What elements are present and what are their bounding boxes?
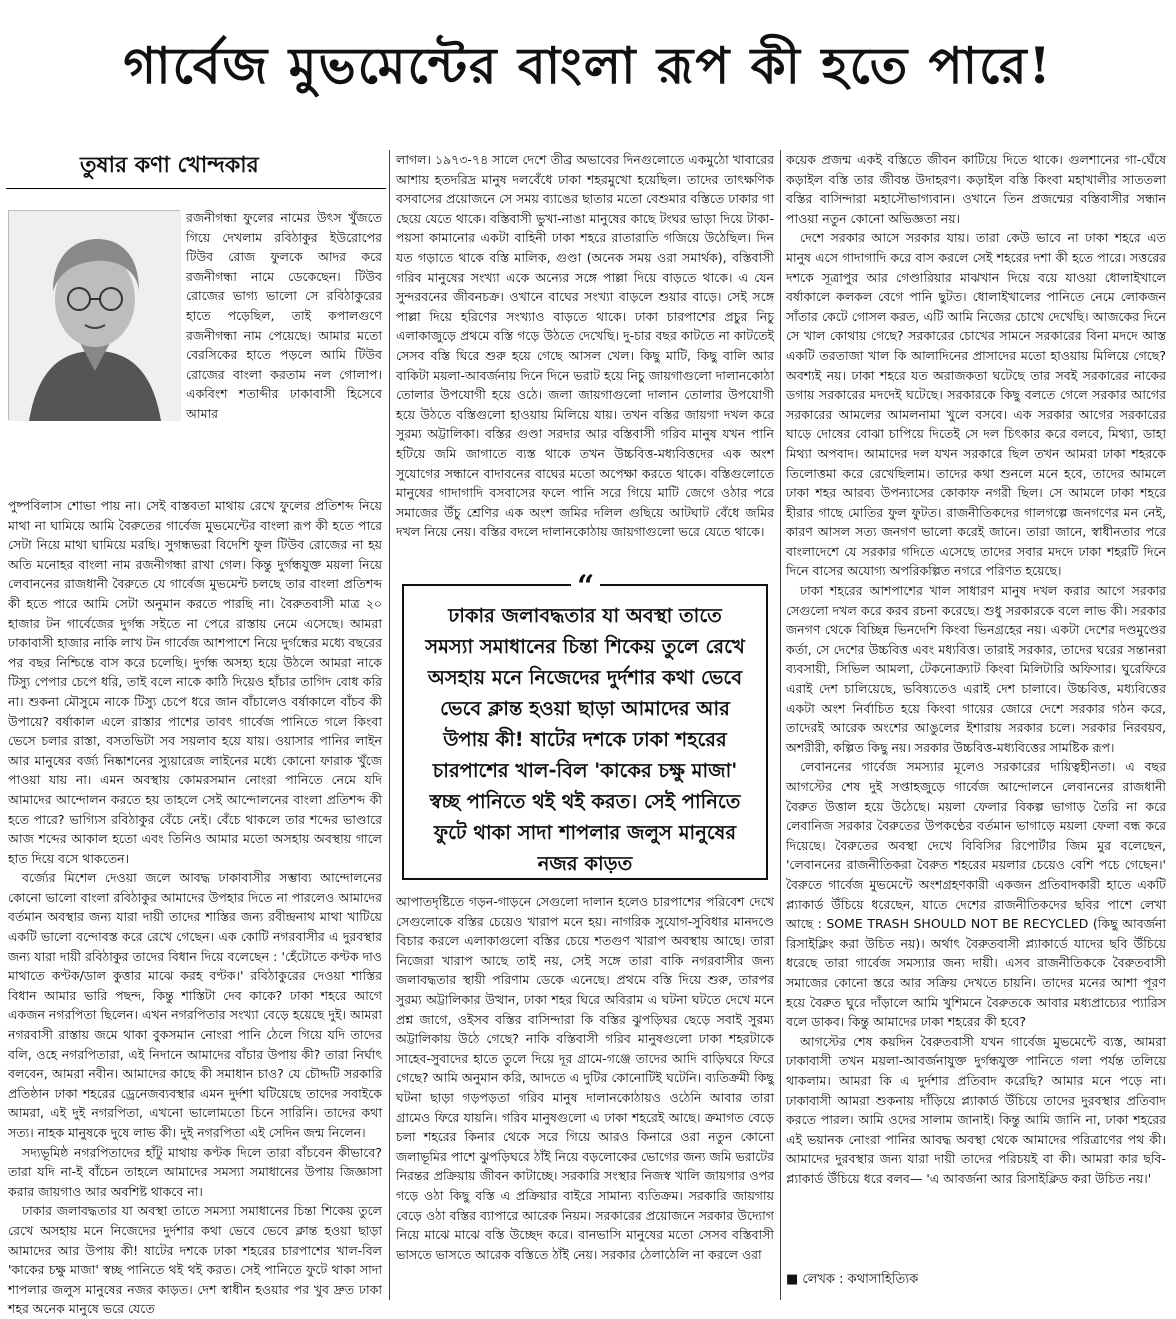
article-paragraph: ঢাকা শহরের আশপাশের খাল সাধারণ মানুষ দখল করার আগে সরকার সেগুলো দখল করে করব রচনা করেছে। শুধু সরকারকে বলে লাভ কী। সরকার জনগণ থেকে বিচ্ছিন্ন ভিনদেশি কিংবা ভিনগ্রহের নয়। একটা দেশের দণ্ডমুণ্ডের কর্তা, সে দেশের উচ্চবিত্ত এবং মধ্যবিত্ত। তারাই সরকার, তাদের ঘরের সন্তানরা ব্যবসায়ী, সিভিল আমলা, টেকনোক্র্যাট কিংবা মিলিটারি অফিসার। ঘুরেফিরে এরাই দেশ চালিয়েছে, ভবিষ্যতেও এরাই দেশ চালাবে। উচ্চবিত্ত, মধ্যবিত্তের একটা অংশ নির্বাচিত হয়ে কিংবা গায়ের জোরে দেশে সরকার গঠন করে, তাদেরই আরেক অংশের আঙুলের ইশারায় সরকার চলে। সরকার নিরবয়ব, অশরীরী, কল্পিত কিছু নয়। সরকার উচ্চবিত্ত-মধ্যবিত্তের সামষ্টিক রূপ। xyxy=(786,583,1166,755)
headline: গার্বেজ মুভমেন্টের বাংলা রূপ কী হতে পারে! xyxy=(123,36,1053,95)
article-paragraph: লাগল। ১৯৭৩-৭৪ সালে দেশে তীব্র অভাবের দিনগুলোতে একমুঠো খাবারের আশায় হতদরিদ্র মানুষ দলবেঁধে ঢাকা শহরমুখো হয়েছিল। তাদের তাৎক্ষণিক বসবাসের প্রয়োজনে সে সময় ব্যাঙের ছাতার মতো বেশুমার বস্তিতে ঢাকার গা ছেয়ে যেতে থাকে। বস্তিবাসী ভুখা-নাঙা মানুষের কাছে টংঘর ভাড়া দিয়ে টাকা-পয়সা কামানোর একটা বাহিনী ঢাকা শহরে রাতারাতি গজিয়ে উঠেছিল। দিন যত গড়াতে থাকে বস্তি মালিক, গুণ্ডা (অনেক সময় ওরা সমার্থক), বস্তিবাসী গরিব মানুষের সংখ্যা একে অন্যের সঙ্গে পাল্লা দিয়ে বাড়তে থাকে। এ যেন সুন্দরবনের জীবনচক্র। ওখানে বাঘের সংখ্যা বাড়লে শুয়ার বাড়ে। সেই সঙ্গে পাল্লা দিয়ে হরিণের সংখ্যাও বাড়তে থাকে। ঢাকা চারপাশের প্রচুর নিচু এলাকাজুড়ে প্রথমে বস্তি গড়ে উঠতে দেখেছি। দু-চার বছর কাটতে না কাটতেই সেসব বস্তি ঘিরে শুরু হয়ে গেছে আসল খেল। কিছু মাটি, কিছু বালি আর বাকিটা ময়লা-আবর্জনায় দিনে দিনে ভরাট হয়ে নিচু জায়গাগুলো দালানকোঠা তোলার উপযোগী হয়ে ওঠে। জলা জায়গাগুলো দালান তোলার উপযোগী হয়ে উঠতে বস্তিগুলো হাওয়ায় মিলিয়ে যায়। তখন বস্তির জায়গা দখল করে সুরম্য অট্টালিকা। বস্তির গুণ্ডা সরদার আর বস্তিবাসী গরিব মানুষ যখন পানি হটিয়ে জমি জাগাতে ব্যস্ত থাকে তখন উচ্চবিত্ত-মধ্যবিত্তদের এক অংশ সুযোগের সন্ধানে বাদাবনের বাঘের মতো অপেক্ষা করতে থাকে। বস্তিগুলোতে মানুষের গাদাগাদি বসবাসের ফলে পানি সরে গিয়ে মাটি জেগে ওঠার পরে সমাজের উঁচু শ্রেণির এক অংশ জমির দলিল গুছিয়ে আটঘাট বেঁধে জমির দখল নিয়ে নেয়। বস্তির বদলে দালানকোঠায় জায়গাগুলো ভরে যেতে থাকে। xyxy=(396,152,774,540)
article-paragraph: আগস্টের শেষ কয়দিন বৈরুতবাসী যখন গার্বেজ মুভমেন্টে ব্যস্ত, আমরা ঢাকাবাসী তখন ময়লা-আবর্জনাযুক্ত দুর্গন্ধযুক্ত পানিতে গলা পর্যন্ত তলিয়ে থাকলাম। আমরা কি এ দুর্দশার প্রতিবাদ করেছি? আমার মনে পড়ে না। ঢাকাবাসী আমরা শুকনায় দাঁড়িয়ে প্ল্যাকার্ড উঁচিয়ে তাদের দুরবস্থার প্রতিবাদ করতে পারল। আমি ওদের সালাম জানাই। কিন্তু আমি জানি না, ঢাকা শহরের এই ভয়ানক নোংরা পানির আবদ্ধ অবস্থা থেকে আমাদের পরিত্রাণের পথ কী। আমাদের দুরবস্থার জন্য যারা দায়ী তাদের পরিচয়ই বা কী। আমরা কার ছবি-প্ল্যাকার্ড উঁচিয়ে ধরে বলব— 'এ আবর্জনা আর রিসাইক্লিড করা উচিত নয়।' xyxy=(786,1033,1166,1186)
column-divider xyxy=(389,150,390,1300)
column-1 xyxy=(8,496,382,1317)
quote-mark-icon: “ xyxy=(571,572,600,602)
column-3 xyxy=(786,150,1166,1262)
pull-quote-text: ঢাকার জলাবদ্ধতার যা অবস্থা তাতে সমস্যা সমাধানের চিন্তা শিকেয় তুলে রেখে অসহায় মনে নিজেদের দুর্দশার কথা ভেবে ভেবে ক্লান্ত হওয়া ছাড়া আমাদের আর উপায় কী! ষাটের দশকে ঢাকা শহরের চারপাশের খাল-বিল 'কাকের চক্ষু মাজা' স্বচ্ছ পানিতে থই থই করত। সেই পানিতে ফুটে থাকা সাদা শাপলার জলুস মানুষের নজর কাড়ত xyxy=(425,604,745,875)
article-paragraph: বর্জ্যের মিশেল দেওয়া জলে আবদ্ধ ঢাকাবাসীর সম্ভাব্য আন্দোলনের কোনো ভালো বাংলা রবিঠাকুর আমাদের উপহার দিতে না পারলেও আমাদের বর্তমান অবস্থার জন্য যারা দায়ী তাদের শাস্তির জন্য রবীন্দ্রনাথ মাথা খাটিয়ে একটি ভালো বন্দোবস্ত করে রেখে গেছেন। এক কোটি নগরবাসীর এ দুরবস্থার জন্য যারা দায়ী রবিঠাকুর তাদের বিধান দিয়ে বলেছেন : 'হেঁটোতে কণ্টক দাও মাথাতে কণ্টক/ডাল কুত্তার মাঝে করহ বণ্টক।' রবিঠাকুরের দেওয়া শাস্তির বিধান আমার ভারি পছন্দ, কিন্তু শাস্তিটা দেব কাকে? ঢাকা শহরে আগে একজন নগরপিতা ছিলেন। এখন নগরপিতার সংখ্যা বেড়ে হয়েছে দুই। আমরা নগরবাসী রাস্তায় জমে থাকা বুকসমান নোংরা পানি ঠেলে গিয়ে যদি তাদের বলি, ওহে নগরপিতারা, এই নিদানে আমাদের বাঁচার উপায় কী? তারা নির্ঘাৎ বলবেন, আমরা নবীন। আমাদের কাছে কী সমাধান চাও? যে চৌদ্দটি সরকারি প্রতিষ্ঠান ঢাকা শহরের ড্রেনেজব্যবস্থার এমন দুর্দশা ঘটিয়েছে তাদের সবাইকে আমরা, এই দুই নগরপিতা, এখনো ভালোমতো চিনে সারিনি। তাদের কথা সত্য। নাহক মানুষকে দুষে লাভ কী। দুই নগরপিতা এই সেদিন জন্ম নিলেন। xyxy=(8,870,382,1140)
author-photo xyxy=(8,210,180,420)
article-paragraph: দেশে সরকার আসে সরকার যায়। তারা কেউ ভাবে না ঢাকা শহরে এত মানুষ এসে গাদাগাদি করে বাস করলে সেই শহরের দশা কী হতে পারে। সত্তরের দশকে সূত্রাপুর আর গেণ্ডারিয়ার মাঝখান দিয়ে বয়ে যাওয়া ধোলাইখালে বর্ষাকালে কলকল বেগে পানি ছুটত। ধোলাইখালের পানিতে নেমে লোকজন সাঁতার কেটে গোসল করত, এটি আমি নিজের চোখে দেখেছি। আজকের দিনে সে খাল কোথায় গেছে? সরকারের চোখের সামনে সরকারের বিনা মদদে আস্ত একটি তরতাজা খাল কি আলাদিনের প্রাসাদের মতো হাওয়ায় মিলিয়ে গেছে? অবশ্যই নয়। ঢাকা শহরে যত অরাজকতা ঘটেছে তার সবই সরকারের নাকের ডগায় সরকারের মদদেই ঘটেছে। সরকারকে কিছু বলতে গেলে সরকার আগের সরকারের আমলের আমলনামা খুলে বসবে। এক সরকার আগের সরকারের ঘাড়ে দোষের বোঝা চাপিয়ে দিতেই সে দল চিৎকার করে বলবে, মিথ্যা, ডাহা মিথ্যা অপবাদ। আমাদের দল যখন সরকারে ছিল তখন আমরা ঢাকা শহরকে তিলোত্তমা করে রেখেছিলাম। তাদের কথা শুনলে মনে হবে, তাদের আমলে ঢাকা শহর আরব্য উপন্যাসের কোকাফ নগরী ছিল। সে আমলে ঢাকা শহরে হীরার গাছে মোতির ফুল ফুটত। রাজনীতিকদের গালগল্পে জনগণের মন নেই, কারণ আসল সত্য জনগণ ভালো করেই জানে। তারা জানে, স্বাধীনতার পরে বাংলাদেশে যে সরকার গদিতে এসেছে তাদের সবার মদদে ঢাকা শহরটি দিনে দিনে বাসের অযোগ্য অপরিকল্পিত নগরে পরিণত হয়েছে। xyxy=(786,230,1166,579)
article-paragraph: সদ্যভূমিষ্ঠ নগরপিতাদের হাঁটু মাথায় কণ্টক দিলে তারা বাঁচবেন কীভাবে? তারা যদি না-ই বাঁচেন তাহলে আমাদের সমস্যা সমাধানের উপায় জিজ্ঞাসা করার জায়গাও আর অবশিষ্ট থাকবে না। xyxy=(8,1144,382,1199)
article-paragraph: রজনীগন্ধা ফুলের নামের উৎস খুঁজতে গিয়ে দেখলাম রবিঠাকুর ইউরোপের টিউব রোজ ফুলকে আদর করে রজনীগন্ধা নামে ডেকেছেন। টিউব রোজের ভাগ্য ভালো সে রবিঠাকুরের হাতে পড়েছিল, তাই কপালগুণে রজনীগন্ধা নাম পেয়েছে। আমার মতো বেরসিকের হাতে পড়লে আমি টিউব রোজের বাংলা করতাম নল গোলাপ। একবিংশ শতাব্দীর ঢাকাবাসী হিসেবে আমার xyxy=(186,210,382,421)
article-paragraph: পুষ্পবিলাস শোভা পায় না। সেই বাস্তবতা মাথায় রেখে ফুলের প্রতিশব্দ নিয়ে মাথা না ঘামিয়ে আমি বৈরুতের গার্বেজ মুভমেন্টের বাংলা রূপ কী হতে পারে সেটা নিয়ে মাথা ঘামিয়ে মরছি। সুগন্ধভরা বিদেশি ফুল টিউব রোজের না হয় অতি মনোহর বাংলা নাম রজনীগন্ধা রাখা গেল। কিন্তু দুর্গন্ধযুক্ত ময়লা নিয়ে লেবাননের রাজধানী বৈরুতে যে গার্বেজ মুভমেন্ট চলছে তার বাংলা প্রতিশব্দ কী হতে পারে আমি সেটা অনুমান করতে পারছি না। বৈরুতবাসী মাত্র ২০ হাজার টন গার্বেজের দুর্গন্ধ সইতে না পেরে রাস্তায় নেমে এসেছে। আমরা ঢাকাবাসী হাজার নাকি লাখ টন গার্বেজ আশপাশে নিয়ে দুর্গন্ধের মধ্যে বছরের পর বছর নিশ্চিন্তে বাস করে চলেছি। দুর্গন্ধ অসহ্য হয়ে উঠলে আমরা নাকে টিস্যু পেপার চেপে ধরি, তাই বলে নাকে কাঠি দিয়েও হাঁচার তাগিদ বোধ করি না। শুকনা মৌসুমে নাকে টিস্যু চেপে ধরে জান বাঁচালেও বর্ষাকালে বাঁচব কী উপায়ে? বর্ষাকাল এলে রাস্তার পাশের তাবৎ গার্বেজ পানিতে গলে কিংবা ভেসে চলার রাস্তা, বসতভিটা সব সয়লাব হয়ে যায়। ওয়াসার পানির লাইন আর মানুষের বর্জ্য নিষ্কাশনের স্যুয়ারেজ লাইনের মধ্যে কোনো ফারাক খুঁজে পাওয়া যায় না। এমন অবস্থায় কোমরসমান নোংরা পানিতে নেমে যদি আমাদের আন্দোলন করতে হয় তাহলে সেই আন্দোলনের বাংলা প্রতিশব্দ কী হতে পারে? ভাগ্যিস রবিঠাকুর বেঁচে নেই। বেঁচে থাকলে তার শব্দের ভাণ্ডারে আজ শব্দের আকাল হতো এবং তিনিও আমার মতো অসহায় অবস্থায় গালে হাত দিয়ে বসে থাকতেন। xyxy=(8,498,382,866)
article-paragraph: লেবাননের গার্বেজ সমস্যার মূলেও সরকারের দায়িত্বহীনতা। এ বছর আগস্টের শেষ দুই সপ্তাহজুড়ে গার্বেজ আন্দোলনে লেবাননের রাজধানী বৈরুত উত্তাল হয়ে উঠেছে। ময়লা ফেলার বিকল্প ভাগাড় তৈরি না করে লেবানিজ সরকার বৈরুতের উপকণ্ঠের বর্তমান ভাগাড়ে ময়লা ফেলা বন্ধ করে দিয়েছে। বৈরুতের অবস্থা দেখে বিবিসির রিপোর্টার জিম মুর বলেছেন, 'লেবাননের রাজনীতিকরা বৈরুত শহরের ময়লার চেয়েও বেশি পচে গেছেন।' বৈরুতে গার্বেজ মুভমেন্টে অংশগ্রহণকারী একজন প্রতিবাদকারী হাতে একটি প্ল্যাকার্ড উঁচিয়ে ধরেছেন, যাতে দেশের রাজনীতিকদের ছবির পাশে লেখা আছে : SOME TRASH SHOULD NOT BE RECYCLED (কিছু আবর্জনা রিসাইক্লিং করা উচিত নয়)। অর্থাৎ বৈরুতবাসী প্ল্যাকার্ডে যাদের ছবি উঁচিয়ে ধরেছে তারা গার্বেজ সমস্যার জন্য দায়ী। এসব রাজনীতিককে বৈরুতবাসী সমাজের কোনো স্তরে আর সক্রিয় দেখতে চায়নি। তাদের মনের আশা পূরণ হয়ে বৈরুত ঘুরে দাঁড়ালে আমি খুশিমনে বৈরুতকে আবার মধ্যপ্রাচ্যের প্যারিস বলে ডাকব। কিন্তু আমাদের ঢাকা শহরের কী হবে? xyxy=(786,759,1166,1030)
column-1-top xyxy=(186,208,382,496)
author-note: ■ লেখক : কথাসাহিত্যিক xyxy=(786,1272,919,1287)
pull-quote xyxy=(402,569,768,880)
author-portrait-icon xyxy=(9,211,181,421)
column-divider xyxy=(780,150,781,1300)
column-2-top xyxy=(396,150,774,578)
byline: তুষার কণা খোন্দকার xyxy=(80,153,259,178)
column-2-bottom xyxy=(396,892,774,1302)
article-paragraph: আপাতদৃষ্টিতে গড়ন-গাড়নে সেগুলো দালান হলেও চারপাশের পরিবেশ দেখে সেগুলোকে বস্তির চেয়েও খারাপ মনে হয়। নাগরিক সুযোগ-সুবিধার মানদণ্ডে বিচার করলে এলাকাগুলো বস্তির চেয়ে শতগুণ খারাপ অবস্থায় আছে। তারা নিজেরা খারাপ আছে তাই নয়, সেই সঙ্গে তারা বাকি নগরবাসীর জন্য জলাবদ্ধতার স্থায়ী পরিণাম ডেকে এনেছে। প্রথমে বস্তি দিয়ে শুরু, তারপর সুরম্য অট্টালিকার উত্থান, ঢাকা শহর ঘিরে অবিরাম এ ঘটনা ঘটতে দেখে মনে প্রশ্ন জাগে, ওইসব বস্তির বাসিন্দারা কি বস্তির ঝুপড়িঘর ছেড়ে সবাই সুরম্য অট্টালিকায় উঠে গেছে? নাকি বস্তিবাসী গরিব মানুষগুলো ঢাকা শহরটাকে সাহেব-সুবাদের হাতে তুলে দিয়ে দূর গ্রামে-গঞ্জে তাদের আদি বাড়িঘরে ফিরে গেছে? আমি অনুমান করি, আদতে এ দুটির কোনোটিই ঘটেনি। ব্যতিক্রমী কিছু ঘটনা ছাড়া গড়পড়তা গরিব মানুষ দালানকোঠায়ও ওঠেনি আবার তারা গ্রামেও ফিরে যায়নি। গরিব মানুষগুলো এ ঢাকা শহরেই আছে। ক্রমাগত বেড়ে চলা শহরের কিনার থেকে সরে গিয়ে আরও কিনারে ওরা নতুন কোনো জলাভূমির পাশে ঝুপড়িঘরে ঠাঁই নিয়ে বড়লোকের ভোগের জন্য জমি ভরাটের নিরন্তর প্রক্রিয়ায় জীবন কাটাচ্ছে। সরকারি সংস্থার নিজস্ব খালি জায়গার ওপর গড়ে ওঠা কিছু বস্তি এ প্রক্রিয়ার বাইরে সামান্য ব্যতিক্রম। সরকারি জায়গায় বেড়ে ওঠা বস্তির ব্যাপারে আরেক নিয়ম। সরকারের প্রয়োজনে সরকার উদ্যোগ নিয়ে মাঝে মাঝে বস্তি উচ্ছেদ করে। বানভাসি মানুষের মতো সেসব বস্তিবাসী ভাসতে ভাসতে আরেক বস্তিতে ঠাঁই নেয়। সরকার ঠেলাঠেলি না করলে ওরা xyxy=(396,894,774,1262)
article-paragraph: কয়েক প্রজন্ম একই বস্তিতে জীবন কাটিয়ে দিতে থাকে। গুলশানের গা-ঘেঁষে কড়াইল বস্তি তার জীবন্ত উদাহরণ। কড়াইল বস্তি কিংবা মহাখালীর সাততলা বস্তির বাসিন্দারা মহাসৌভাগ্যবান। ওখানে তিন প্রজন্মের বস্তিবাসীর সন্ধান পাওয়া নতুন কোনো অভিজ্ঞতা নয়। xyxy=(786,152,1166,226)
article-paragraph: ঢাকার জলাবদ্ধতার যা অবস্থা তাতে সমস্যা সমাধানের চিন্তা শিকেয় তুলে রেখে অসহায় মনে নিজেদের দুর্দশার কথা ভেবে ভেবে ক্লান্ত হওয়া ছাড়া আমাদের আর উপায় কী! ষাটের দশকে ঢাকা শহরের চারপাশের খাল-বিল 'কাকের চক্ষু মাজা' স্বচ্ছ পানিতে থই থই করত। সেই পানিতে ফুটে থাকা সাদা শাপলার জলুস মানুষের নজর কাড়ত। দেশ স্বাধীন হওয়ার পর খুব দ্রুত ঢাকা শহর অনেক মানুষে ভরে যেতে xyxy=(8,1203,382,1317)
byline-rule xyxy=(6,188,386,189)
